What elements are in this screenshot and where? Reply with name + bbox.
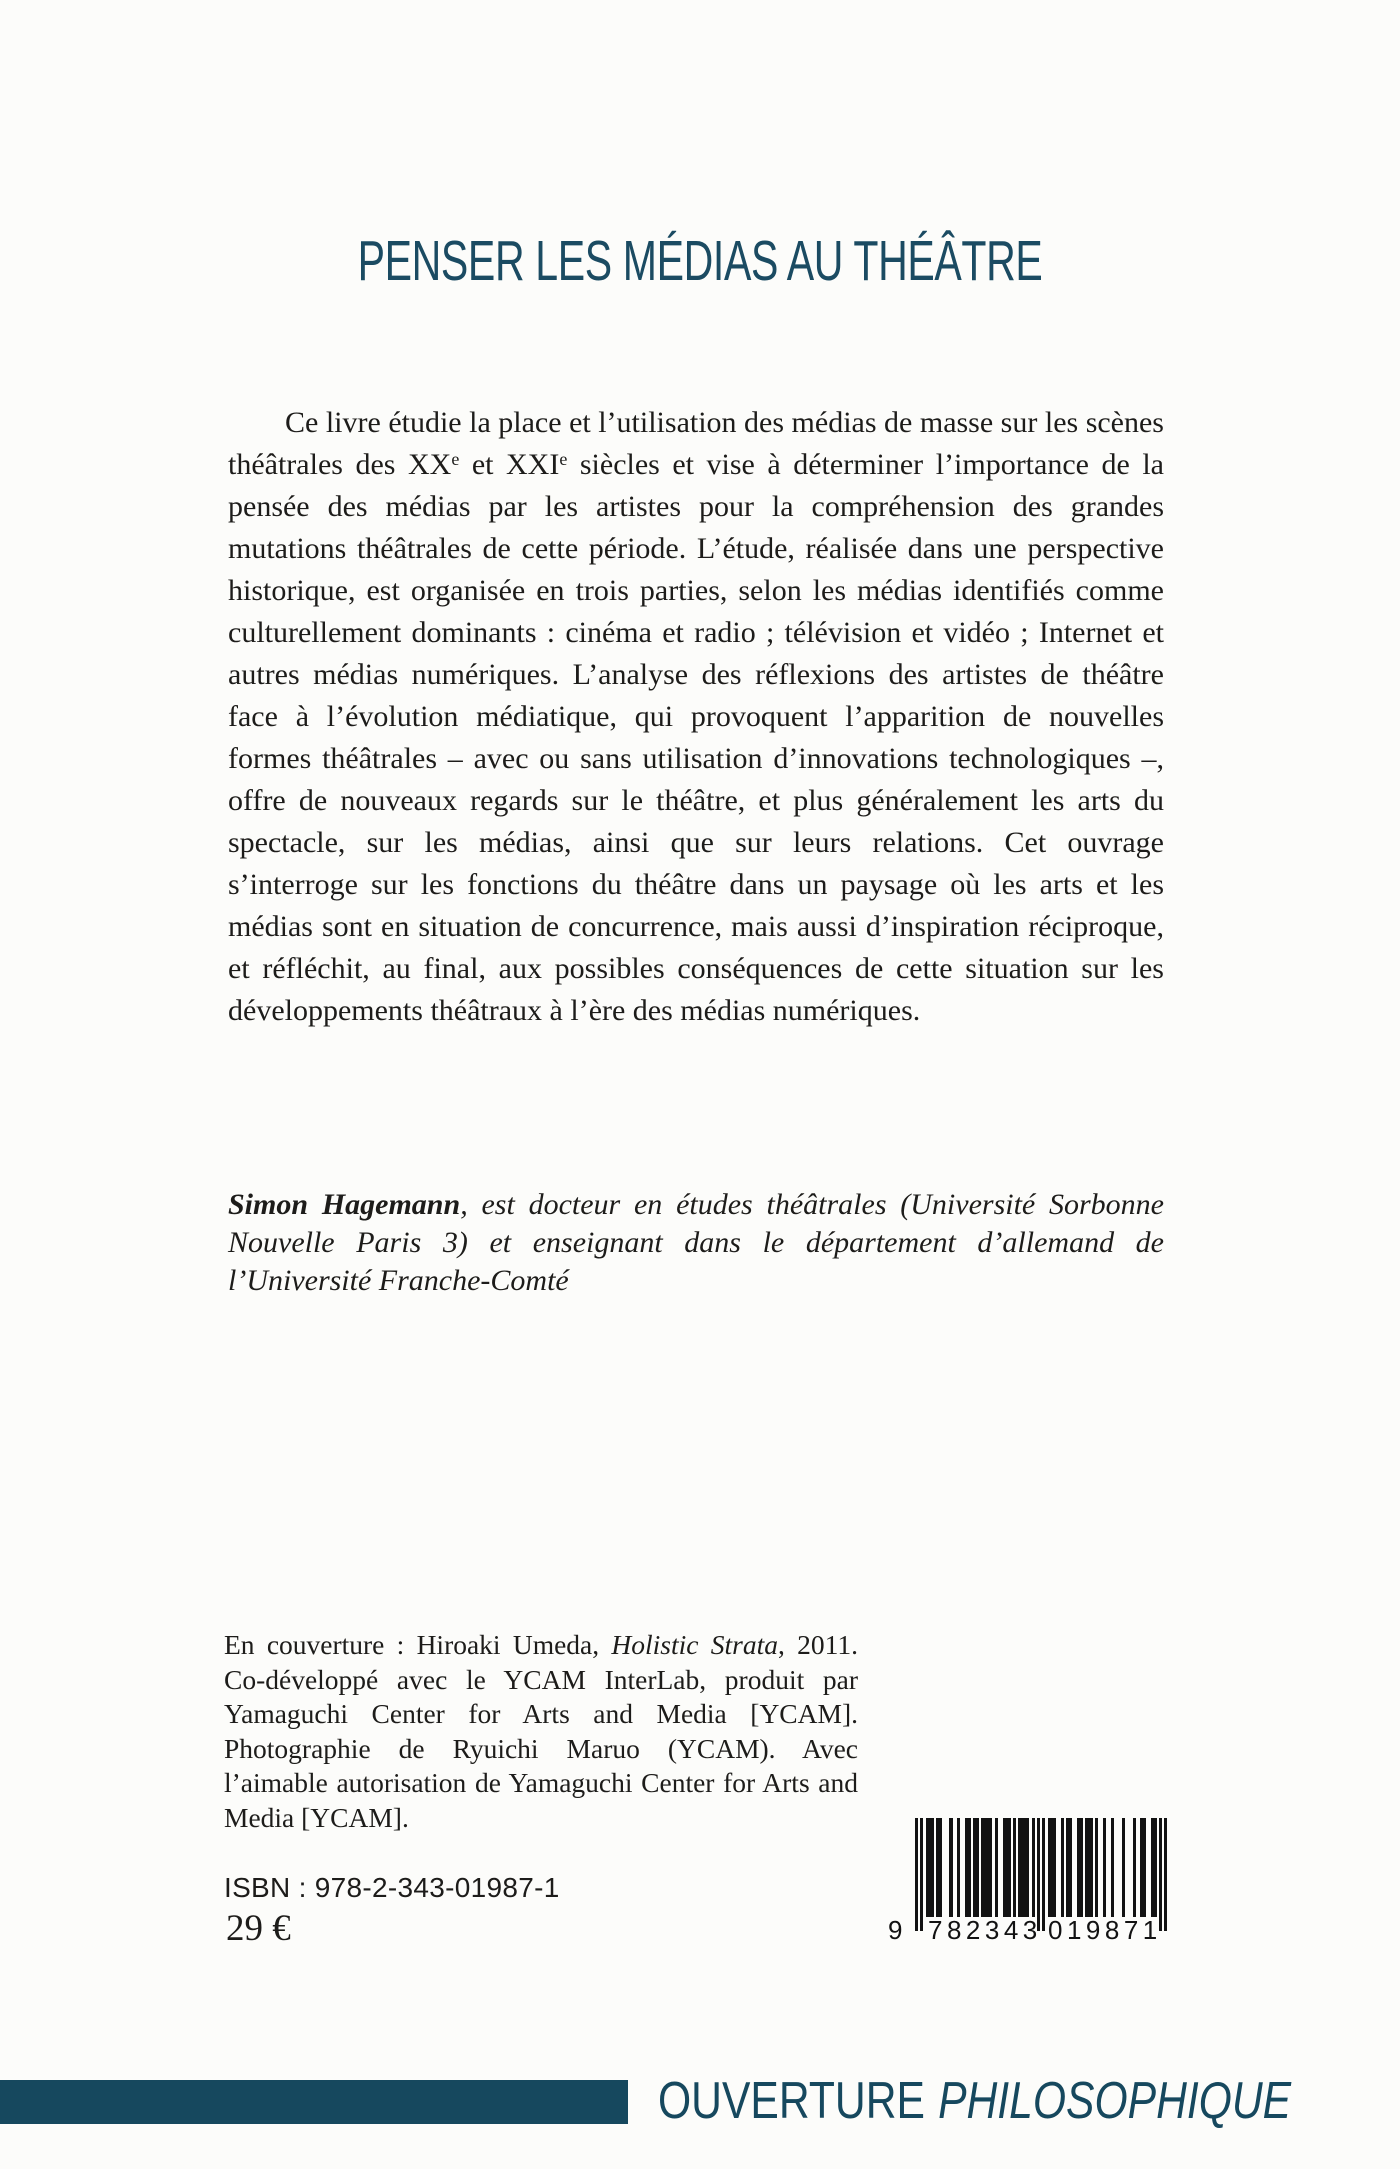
- synopsis-text: siècles et vise à déterminer l’importance de la pensée des médias par les artistes pour la compréhension des grandes mutations théâtrales de cette période. L’étude, réalisée dans une perspective historique, est organisée en trois parties, selon les médias identifiés comme culturellement dominants : cinéma et radio ; télévision et vidéo ; Internet et autres médias numériques. L’analyse des réflexions des artistes de théâtre face à l’évolution médiatique, qui provoquent l’apparition de nouvelles formes théâtrales – avec ou sans utilisation d’innovations technologiques –, offre de nouveaux regards sur le théâtre, et plus généralement les arts du spectacle, sur les médias, ainsi que sur leurs relations. Cet ouvrage s’interroge sur les fonctions du théâtre dans un paysage où les arts et les médias sont en situation de concurrence, mais aussi d’inspiration réciproque, et réfléchit, au final, aux possibles conséquences de cette situation sur les développements théâtraux à l’ère des médias numériques.: [228, 448, 1164, 1027]
- cover-credit: [224, 1628, 858, 1835]
- artwork-title: Holistic Strata: [611, 1629, 778, 1660]
- isbn-label: ISBN : 978-2-343-01987-1: [224, 1872, 560, 1903]
- collection-band-rect: [0, 2080, 628, 2124]
- synopsis-text: Ce livre étudie la place et l’utilisation des médias de masse sur les scènes théâtrales des XX: [228, 406, 1164, 481]
- collection-word-2: PHILOSOPHIQUE: [938, 2072, 1292, 2130]
- author-bio: [228, 1186, 1164, 1300]
- author-name: Simon Hagemann: [228, 1188, 461, 1221]
- cover-credit-text: En couverture : Hiroaki Umeda,: [224, 1629, 612, 1660]
- cover-credit-text: , 2011. Co-développé avec le YCAM InterLab, produit par Yamaguchi Center for Arts and Media [YCAM]. Photographie de Ryuichi Maruo (YCAM). Avec l’aimable autorisation de Yamaguchi Center for Arts and Media [YCAM].: [224, 1629, 858, 1833]
- barcode-digit-lead: 9: [888, 1915, 903, 1945]
- barcode-digits-left: 782343: [928, 1915, 1042, 1945]
- price-label: 29 €: [226, 1908, 291, 1949]
- collection-band-label: [658, 2072, 1292, 2130]
- superscript-e: e: [451, 449, 460, 469]
- superscript-e: e: [559, 449, 568, 469]
- collection-word-1: OUVERTURE: [658, 2072, 925, 2130]
- page-title: PENSER LES MÉDIAS AU THÉÂTRE: [357, 229, 1043, 293]
- barcode-digits-right: 019871: [1048, 1915, 1162, 1945]
- synopsis: [228, 402, 1164, 1032]
- synopsis-text: et XXI: [459, 448, 560, 481]
- author-bio-text: , est docteur en études théâtrales (Université Sorbonne Nouvelle Paris 3) et enseignant dans le département d’allemand de l’Université Franche-Comté: [228, 1188, 1164, 1297]
- barcode: [888, 1818, 1167, 1950]
